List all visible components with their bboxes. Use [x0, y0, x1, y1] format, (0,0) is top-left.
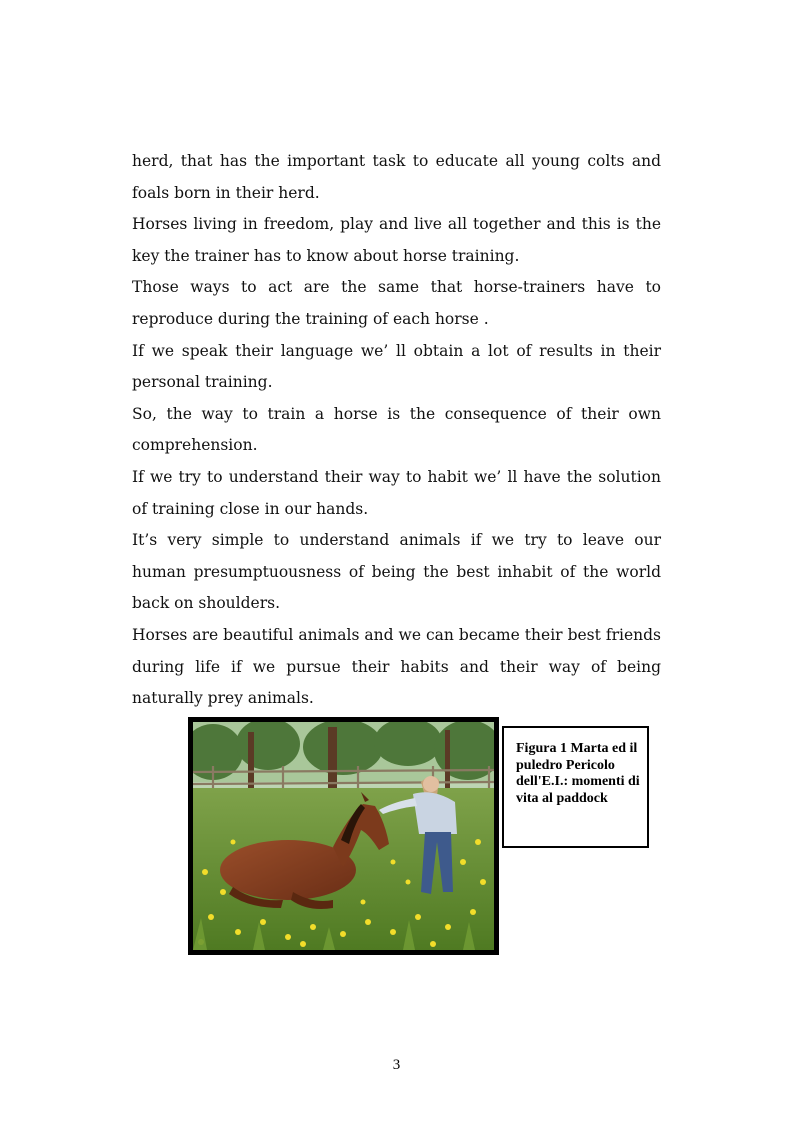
paragraph: Horses living in freedom, play and live all together and this is the key the trainer has to know about horse training.	[132, 215, 661, 265]
paragraph: It’s very simple to understand animals if we try to leave our human presumptuousness of being the best inhabit of the world back on shoulders.	[132, 531, 661, 613]
figure-caption: Figura 1 Marta ed il puledro Pericolo dell'E.I.: momenti di vita al paddock	[502, 726, 649, 848]
page-number: 3	[392, 1057, 401, 1073]
paragraph: herd, that has the important task to educate all young colts and foals born in their herd.	[132, 152, 661, 202]
paragraph: If we try to understand their way to habit we’ ll have the solution of training close in our hands.	[132, 467, 661, 518]
paragraph: So, the way to train a horse is the consequence of their own comprehension.	[132, 404, 661, 455]
horse-photo	[193, 722, 494, 950]
figure-photo-frame	[188, 717, 499, 955]
paragraph: Those ways to act are the same that horse-trainers have to reproduce during the training of each horse .	[132, 278, 661, 328]
body-text	[132, 146, 661, 715]
paragraph: Horses are beautiful animals and we can became their best friends during life if we pursue their habits and their way of being naturally prey animals.	[132, 625, 661, 708]
paragraph: If we speak their language we’ ll obtain a lot of results in their personal training.	[132, 341, 661, 392]
